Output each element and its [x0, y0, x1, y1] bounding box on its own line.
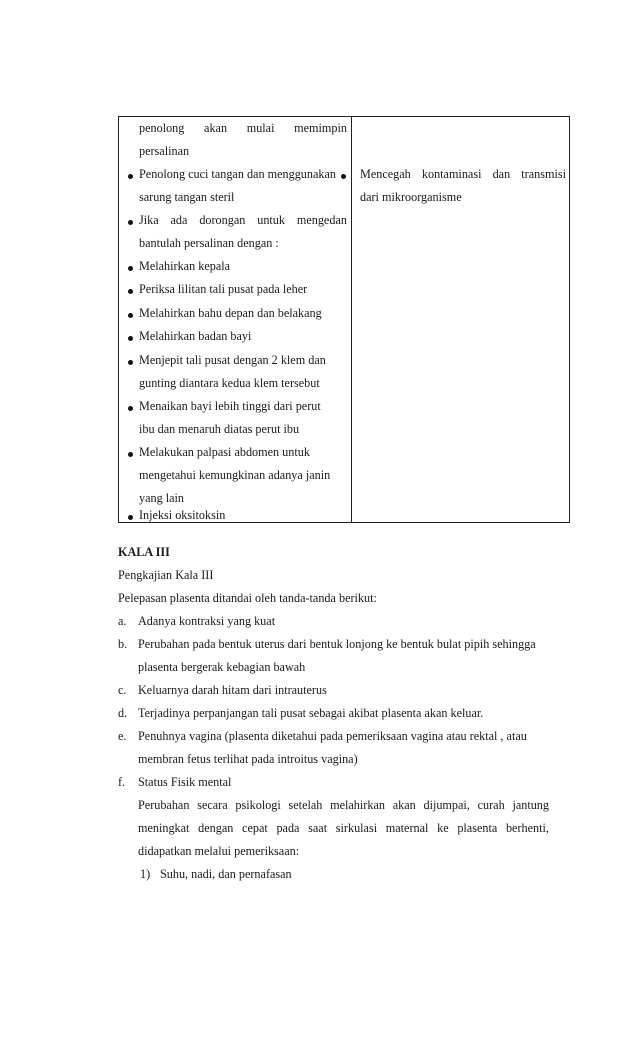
list-item-line: bantulah persalinan dengan :: [139, 236, 279, 250]
list-item-line: Penolong cuci tangan dan menggunakan: [139, 167, 336, 181]
list-item-line: Periksa lilitan tali pusat pada leher: [139, 282, 308, 296]
word: ke: [437, 821, 449, 835]
word: Perubahan: [138, 798, 190, 812]
paragraph-line: didapatkan melalui pemeriksaan:: [138, 844, 300, 858]
paragraph-line: [138, 798, 549, 813]
sublist-item: Suhu, nadi, dan pernafasan: [160, 867, 292, 881]
word: setelah: [288, 798, 323, 812]
word: transmisi: [521, 167, 566, 181]
word: kontaminasi: [421, 167, 482, 181]
list-item: Terjadinya perpanjangan tali pusat sebagai akibat plasenta akan keluar.: [138, 706, 484, 720]
word: dan: [492, 167, 511, 181]
list-item: Adanya kontraksi yang kuat: [138, 614, 276, 628]
list-item-line: gunting diantara kedua klem tersebut: [139, 376, 320, 390]
bullet-icon: [128, 313, 133, 318]
list-marker: e.: [118, 729, 127, 743]
word: maternal: [385, 821, 429, 835]
list-item-line: Menjepit tali pusat dengan 2 klem dan: [139, 353, 326, 367]
list-item-line: Melakukan palpasi abdomen untuk: [139, 445, 310, 459]
list-item: Keluarnya darah hitam dari intrauterus: [138, 683, 327, 697]
list-marker: f.: [118, 775, 126, 789]
table-cell-actions: [119, 117, 351, 522]
word: melahirkan: [330, 798, 385, 812]
list-item-line: [139, 213, 347, 228]
section-heading: KALA III: [118, 545, 170, 559]
table-cell-rationale: [352, 117, 569, 522]
word: curah: [477, 798, 505, 812]
list-item-line: ibu dan menaruh diatas perut ibu: [139, 422, 300, 436]
list-item: membran fetus terlihat pada introitus vagina): [138, 752, 358, 766]
section-subheading: Pengkajian Kala III: [118, 568, 214, 582]
list-item-line: Melahirkan kepala: [139, 259, 231, 273]
word: akan: [392, 798, 416, 812]
word: jantung: [512, 798, 549, 812]
list-marker: d.: [118, 706, 128, 720]
word: secara: [197, 798, 228, 812]
list-item-line: Melahirkan badan bayi: [139, 329, 252, 343]
continuation-line-1: [139, 121, 347, 136]
list-item: Status Fisik mental: [138, 775, 232, 789]
word: memimpin: [294, 121, 347, 135]
word: dijumpai,: [423, 798, 470, 812]
word: plasenta: [457, 821, 498, 835]
bullet-icon: [128, 174, 133, 179]
bullet-icon: [128, 360, 133, 365]
list-item-line: Injeksi oksitoksin: [139, 508, 226, 522]
bullet-icon: [128, 515, 133, 520]
rationale-line: dari mikroorganisme: [360, 190, 462, 204]
word: untuk: [257, 213, 285, 227]
list-item-line: yang lain: [139, 491, 185, 505]
word: dorongan: [199, 213, 246, 227]
bullet-icon: [128, 289, 133, 294]
intro-text: Pelepasan plasenta ditandai oleh tanda-tanda berikut:: [118, 591, 377, 605]
word: psikologi: [235, 798, 281, 812]
procedure-table: [118, 116, 570, 523]
rationale-line: [360, 167, 566, 182]
word: saat: [308, 821, 328, 835]
word: ada: [170, 213, 188, 227]
bullet-icon: [128, 220, 133, 225]
bullet-icon: [128, 266, 133, 271]
word: Mencegah: [360, 167, 411, 181]
list-marker: a.: [118, 614, 127, 628]
word: mulai: [246, 121, 275, 135]
list-item-line: sarung tangan steril: [139, 190, 235, 204]
word: akan: [204, 121, 228, 135]
word: penolong: [139, 121, 185, 135]
word: sirkulasi: [335, 821, 378, 835]
list-marker: b.: [118, 637, 128, 651]
word: Jika: [139, 213, 159, 227]
list-item-line: Menaikan bayi lebih tinggi dari perut: [139, 399, 321, 413]
word: cepat: [242, 821, 268, 835]
word: pada: [276, 821, 300, 835]
sublist-marker: 1): [140, 867, 151, 881]
paragraph-line: [138, 821, 549, 836]
list-marker: c.: [118, 683, 127, 697]
word: mengedan: [296, 213, 347, 227]
list-item-line: mengetahui kemungkinan adanya janin: [139, 468, 331, 482]
bullet-icon: [128, 452, 133, 457]
word: berhenti,: [505, 821, 549, 835]
list-item: plasenta bergerak kebagian bawah: [138, 660, 306, 674]
list-item: Perubahan pada bentuk uterus dari bentuk lonjong ke bentuk bulat pipih sehingga: [138, 637, 536, 651]
bullet-icon: [128, 406, 133, 411]
word: meningkat: [138, 821, 190, 835]
list-item: Penuhnya vagina (plasenta diketahui pada pemeriksaan vagina atau rektal , atau: [138, 729, 527, 743]
bullet-icon: [128, 336, 133, 341]
list-item-line: Melahirkan bahu depan dan belakang: [139, 306, 322, 320]
continuation-line-2: persalinan: [139, 144, 190, 158]
bullet-icon: [341, 174, 346, 179]
word: dengan: [198, 821, 234, 835]
